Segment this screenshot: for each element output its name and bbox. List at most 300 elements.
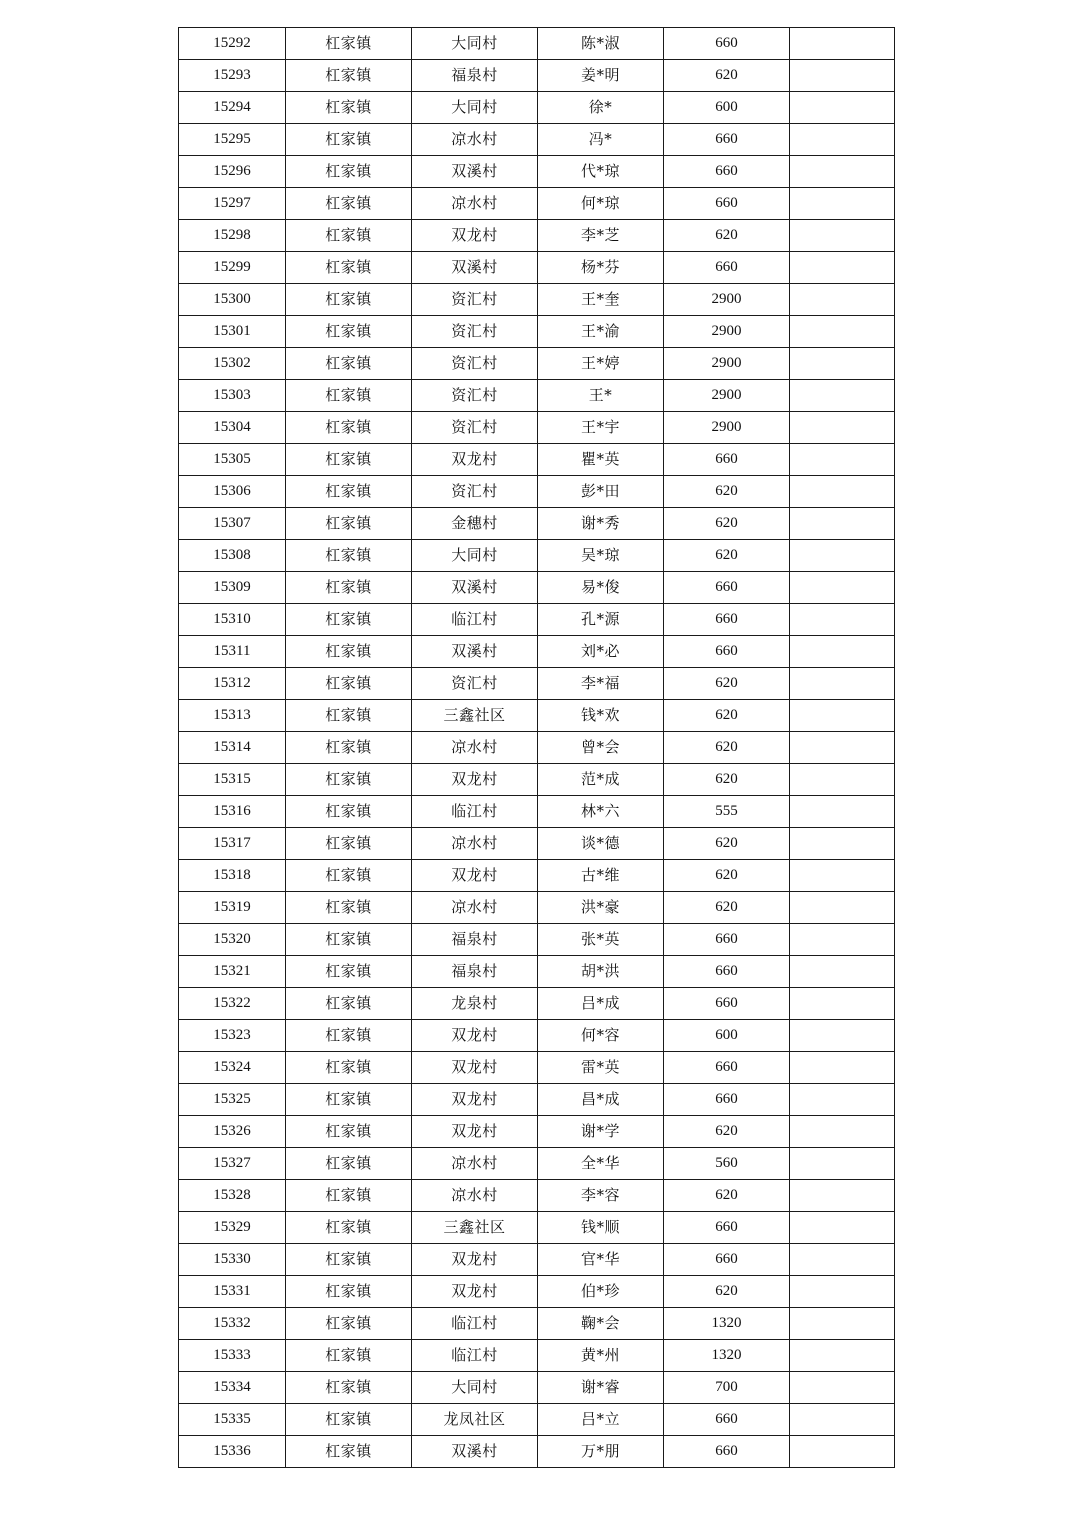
cell-village: 资汇村: [412, 316, 538, 348]
cell-amount: 620: [664, 476, 790, 508]
cell-serial-number: 15313: [179, 700, 286, 732]
cell-amount: 555: [664, 796, 790, 828]
cell-amount: 660: [664, 956, 790, 988]
roster-table-body: [179, 28, 895, 1468]
cell-serial-number: 15295: [179, 124, 286, 156]
cell-village: 福泉村: [412, 956, 538, 988]
cell-serial-number: 15319: [179, 892, 286, 924]
cell-remark: [790, 604, 895, 636]
cell-serial-number: 15327: [179, 1148, 286, 1180]
cell-amount: 620: [664, 764, 790, 796]
table-row: [179, 636, 895, 668]
cell-town: 杠家镇: [286, 444, 412, 476]
table-row: [179, 988, 895, 1020]
cell-town: 杠家镇: [286, 1244, 412, 1276]
cell-serial-number: 15333: [179, 1340, 286, 1372]
cell-amount: 660: [664, 924, 790, 956]
cell-person-name: 张*英: [538, 924, 664, 956]
cell-person-name: 万*朋: [538, 1436, 664, 1468]
cell-amount: 600: [664, 1020, 790, 1052]
cell-person-name: 刘*必: [538, 636, 664, 668]
cell-remark: [790, 1052, 895, 1084]
cell-village: 双龙村: [412, 1116, 538, 1148]
cell-person-name: 吕*成: [538, 988, 664, 1020]
cell-town: 杠家镇: [286, 764, 412, 796]
table-row: [179, 28, 895, 60]
cell-town: 杠家镇: [286, 316, 412, 348]
cell-amount: 620: [664, 540, 790, 572]
cell-amount: 660: [664, 124, 790, 156]
cell-person-name: 吕*立: [538, 1404, 664, 1436]
cell-remark: [790, 188, 895, 220]
table-row: [179, 572, 895, 604]
cell-amount: 660: [664, 988, 790, 1020]
cell-village: 凉水村: [412, 1180, 538, 1212]
cell-remark: [790, 252, 895, 284]
cell-town: 杠家镇: [286, 508, 412, 540]
cell-serial-number: 15297: [179, 188, 286, 220]
table-row: [179, 1116, 895, 1148]
cell-serial-number: 15296: [179, 156, 286, 188]
cell-amount: 660: [664, 1404, 790, 1436]
cell-amount: 660: [664, 1084, 790, 1116]
cell-person-name: 雷*英: [538, 1052, 664, 1084]
cell-remark: [790, 892, 895, 924]
cell-remark: [790, 764, 895, 796]
cell-serial-number: 15322: [179, 988, 286, 1020]
table-row: [179, 828, 895, 860]
cell-town: 杠家镇: [286, 1436, 412, 1468]
cell-remark: [790, 1244, 895, 1276]
cell-town: 杠家镇: [286, 1340, 412, 1372]
table-row: [179, 1244, 895, 1276]
cell-town: 杠家镇: [286, 1212, 412, 1244]
cell-remark: [790, 1308, 895, 1340]
cell-person-name: 昌*成: [538, 1084, 664, 1116]
cell-village: 金穗村: [412, 508, 538, 540]
cell-person-name: 何*琼: [538, 188, 664, 220]
cell-village: 双龙村: [412, 1084, 538, 1116]
cell-remark: [790, 572, 895, 604]
cell-serial-number: 15328: [179, 1180, 286, 1212]
table-row: [179, 1276, 895, 1308]
table-row: [179, 540, 895, 572]
table-row: [179, 668, 895, 700]
table-row: [179, 1052, 895, 1084]
cell-village: 双龙村: [412, 764, 538, 796]
cell-town: 杠家镇: [286, 924, 412, 956]
cell-remark: [790, 124, 895, 156]
cell-village: 三鑫社区: [412, 1212, 538, 1244]
cell-village: 资汇村: [412, 348, 538, 380]
cell-serial-number: 15335: [179, 1404, 286, 1436]
cell-serial-number: 15298: [179, 220, 286, 252]
table-row: [179, 348, 895, 380]
cell-person-name: 瞿*英: [538, 444, 664, 476]
cell-town: 杠家镇: [286, 572, 412, 604]
cell-village: 资汇村: [412, 668, 538, 700]
cell-serial-number: 15310: [179, 604, 286, 636]
cell-amount: 660: [664, 444, 790, 476]
cell-amount: 620: [664, 668, 790, 700]
cell-serial-number: 15294: [179, 92, 286, 124]
cell-village: 三鑫社区: [412, 700, 538, 732]
cell-town: 杠家镇: [286, 796, 412, 828]
cell-remark: [790, 988, 895, 1020]
cell-remark: [790, 348, 895, 380]
cell-village: 凉水村: [412, 892, 538, 924]
cell-amount: 620: [664, 1180, 790, 1212]
cell-town: 杠家镇: [286, 892, 412, 924]
cell-town: 杠家镇: [286, 1372, 412, 1404]
document-page: [178, 27, 894, 1468]
cell-town: 杠家镇: [286, 1084, 412, 1116]
table-row: [179, 1308, 895, 1340]
table-row: [179, 1372, 895, 1404]
cell-amount: 660: [664, 1244, 790, 1276]
cell-serial-number: 15301: [179, 316, 286, 348]
cell-village: 临江村: [412, 604, 538, 636]
cell-town: 杠家镇: [286, 732, 412, 764]
cell-town: 杠家镇: [286, 28, 412, 60]
cell-remark: [790, 668, 895, 700]
cell-village: 凉水村: [412, 188, 538, 220]
cell-serial-number: 15318: [179, 860, 286, 892]
cell-person-name: 钱*顺: [538, 1212, 664, 1244]
cell-town: 杠家镇: [286, 188, 412, 220]
table-row: [179, 156, 895, 188]
cell-village: 双溪村: [412, 636, 538, 668]
cell-serial-number: 15334: [179, 1372, 286, 1404]
cell-town: 杠家镇: [286, 988, 412, 1020]
cell-amount: 620: [664, 1116, 790, 1148]
cell-serial-number: 15311: [179, 636, 286, 668]
cell-town: 杠家镇: [286, 1052, 412, 1084]
cell-serial-number: 15331: [179, 1276, 286, 1308]
cell-person-name: 孔*源: [538, 604, 664, 636]
cell-amount: 2900: [664, 380, 790, 412]
cell-person-name: 易*俊: [538, 572, 664, 604]
cell-person-name: 王*奎: [538, 284, 664, 316]
cell-amount: 620: [664, 508, 790, 540]
cell-village: 双龙村: [412, 1276, 538, 1308]
cell-amount: 1320: [664, 1340, 790, 1372]
cell-person-name: 林*六: [538, 796, 664, 828]
cell-remark: [790, 1340, 895, 1372]
cell-person-name: 杨*芬: [538, 252, 664, 284]
cell-person-name: 王*宇: [538, 412, 664, 444]
cell-serial-number: 15299: [179, 252, 286, 284]
cell-village: 凉水村: [412, 828, 538, 860]
cell-village: 双龙村: [412, 1244, 538, 1276]
cell-town: 杠家镇: [286, 1276, 412, 1308]
table-row: [179, 892, 895, 924]
cell-person-name: 范*成: [538, 764, 664, 796]
cell-remark: [790, 220, 895, 252]
cell-town: 杠家镇: [286, 956, 412, 988]
cell-amount: 600: [664, 92, 790, 124]
table-row: [179, 60, 895, 92]
cell-amount: 2900: [664, 412, 790, 444]
cell-town: 杠家镇: [286, 1308, 412, 1340]
cell-person-name: 钱*欢: [538, 700, 664, 732]
cell-amount: 660: [664, 636, 790, 668]
table-row: [179, 860, 895, 892]
cell-remark: [790, 28, 895, 60]
cell-amount: 2900: [664, 316, 790, 348]
cell-serial-number: 15321: [179, 956, 286, 988]
cell-town: 杠家镇: [286, 124, 412, 156]
cell-remark: [790, 1148, 895, 1180]
cell-remark: [790, 860, 895, 892]
cell-town: 杠家镇: [286, 60, 412, 92]
cell-person-name: 谢*睿: [538, 1372, 664, 1404]
cell-person-name: 李*芝: [538, 220, 664, 252]
cell-village: 福泉村: [412, 60, 538, 92]
table-row: [179, 604, 895, 636]
cell-person-name: 谢*学: [538, 1116, 664, 1148]
cell-amount: 660: [664, 28, 790, 60]
cell-town: 杠家镇: [286, 540, 412, 572]
cell-amount: 620: [664, 892, 790, 924]
cell-serial-number: 15325: [179, 1084, 286, 1116]
table-row: [179, 1436, 895, 1468]
cell-serial-number: 15329: [179, 1212, 286, 1244]
cell-serial-number: 15303: [179, 380, 286, 412]
cell-amount: 1320: [664, 1308, 790, 1340]
table-row: [179, 1020, 895, 1052]
cell-amount: 660: [664, 252, 790, 284]
cell-remark: [790, 700, 895, 732]
cell-person-name: 何*容: [538, 1020, 664, 1052]
cell-town: 杠家镇: [286, 828, 412, 860]
cell-town: 杠家镇: [286, 1020, 412, 1052]
cell-remark: [790, 1116, 895, 1148]
cell-person-name: 古*维: [538, 860, 664, 892]
cell-person-name: 胡*洪: [538, 956, 664, 988]
cell-serial-number: 15305: [179, 444, 286, 476]
cell-person-name: 伯*珍: [538, 1276, 664, 1308]
table-row: [179, 1404, 895, 1436]
cell-serial-number: 15309: [179, 572, 286, 604]
cell-town: 杠家镇: [286, 348, 412, 380]
cell-person-name: 全*华: [538, 1148, 664, 1180]
cell-person-name: 姜*明: [538, 60, 664, 92]
cell-remark: [790, 828, 895, 860]
cell-town: 杠家镇: [286, 1148, 412, 1180]
cell-village: 龙泉村: [412, 988, 538, 1020]
cell-village: 凉水村: [412, 732, 538, 764]
cell-village: 资汇村: [412, 412, 538, 444]
cell-town: 杠家镇: [286, 700, 412, 732]
table-row: [179, 956, 895, 988]
table-row: [179, 476, 895, 508]
table-row: [179, 1340, 895, 1372]
cell-town: 杠家镇: [286, 860, 412, 892]
table-row: [179, 1180, 895, 1212]
cell-remark: [790, 60, 895, 92]
cell-town: 杠家镇: [286, 604, 412, 636]
cell-village: 大同村: [412, 92, 538, 124]
cell-village: 双龙村: [412, 220, 538, 252]
cell-town: 杠家镇: [286, 380, 412, 412]
cell-person-name: 李*福: [538, 668, 664, 700]
cell-person-name: 冯*: [538, 124, 664, 156]
cell-serial-number: 15304: [179, 412, 286, 444]
cell-amount: 700: [664, 1372, 790, 1404]
table-row: [179, 444, 895, 476]
cell-village: 大同村: [412, 28, 538, 60]
cell-remark: [790, 412, 895, 444]
cell-serial-number: 15293: [179, 60, 286, 92]
cell-town: 杠家镇: [286, 412, 412, 444]
cell-serial-number: 15330: [179, 1244, 286, 1276]
cell-amount: 660: [664, 1052, 790, 1084]
cell-serial-number: 15316: [179, 796, 286, 828]
cell-town: 杠家镇: [286, 1180, 412, 1212]
table-row: [179, 924, 895, 956]
cell-town: 杠家镇: [286, 92, 412, 124]
cell-remark: [790, 444, 895, 476]
cell-person-name: 洪*豪: [538, 892, 664, 924]
cell-village: 龙凤社区: [412, 1404, 538, 1436]
cell-serial-number: 15315: [179, 764, 286, 796]
cell-person-name: 王*渝: [538, 316, 664, 348]
cell-town: 杠家镇: [286, 476, 412, 508]
cell-town: 杠家镇: [286, 156, 412, 188]
cell-serial-number: 15324: [179, 1052, 286, 1084]
table-row: [179, 1212, 895, 1244]
cell-serial-number: 15292: [179, 28, 286, 60]
cell-remark: [790, 1372, 895, 1404]
cell-serial-number: 15302: [179, 348, 286, 380]
cell-village: 双溪村: [412, 572, 538, 604]
cell-serial-number: 15332: [179, 1308, 286, 1340]
cell-remark: [790, 956, 895, 988]
cell-village: 临江村: [412, 796, 538, 828]
cell-village: 临江村: [412, 1340, 538, 1372]
cell-person-name: 李*容: [538, 1180, 664, 1212]
cell-amount: 2900: [664, 284, 790, 316]
cell-serial-number: 15323: [179, 1020, 286, 1052]
table-row: [179, 1148, 895, 1180]
cell-amount: 660: [664, 156, 790, 188]
table-row: [179, 508, 895, 540]
cell-village: 双龙村: [412, 444, 538, 476]
cell-serial-number: 15300: [179, 284, 286, 316]
cell-town: 杠家镇: [286, 1116, 412, 1148]
table-row: [179, 700, 895, 732]
cell-remark: [790, 476, 895, 508]
table-row: [179, 220, 895, 252]
cell-amount: 620: [664, 732, 790, 764]
cell-serial-number: 15314: [179, 732, 286, 764]
cell-village: 资汇村: [412, 476, 538, 508]
cell-remark: [790, 1436, 895, 1468]
cell-serial-number: 15307: [179, 508, 286, 540]
cell-person-name: 官*华: [538, 1244, 664, 1276]
cell-amount: 620: [664, 60, 790, 92]
cell-person-name: 陈*淑: [538, 28, 664, 60]
table-row: [179, 796, 895, 828]
cell-serial-number: 15320: [179, 924, 286, 956]
cell-serial-number: 15317: [179, 828, 286, 860]
cell-village: 大同村: [412, 1372, 538, 1404]
cell-remark: [790, 924, 895, 956]
table-row: [179, 284, 895, 316]
table-row: [179, 380, 895, 412]
cell-person-name: 代*琼: [538, 156, 664, 188]
cell-remark: [790, 796, 895, 828]
cell-serial-number: 15312: [179, 668, 286, 700]
table-row: [179, 124, 895, 156]
cell-serial-number: 15308: [179, 540, 286, 572]
cell-remark: [790, 732, 895, 764]
cell-person-name: 曾*会: [538, 732, 664, 764]
cell-serial-number: 15336: [179, 1436, 286, 1468]
cell-village: 资汇村: [412, 380, 538, 412]
cell-person-name: 王*: [538, 380, 664, 412]
cell-town: 杠家镇: [286, 1404, 412, 1436]
cell-town: 杠家镇: [286, 220, 412, 252]
table-row: [179, 412, 895, 444]
cell-amount: 660: [664, 1436, 790, 1468]
cell-remark: [790, 1404, 895, 1436]
cell-village: 双溪村: [412, 1436, 538, 1468]
cell-person-name: 黄*州: [538, 1340, 664, 1372]
cell-town: 杠家镇: [286, 636, 412, 668]
cell-amount: 660: [664, 1212, 790, 1244]
cell-remark: [790, 1276, 895, 1308]
cell-village: 凉水村: [412, 1148, 538, 1180]
table-row: [179, 92, 895, 124]
cell-village: 双龙村: [412, 860, 538, 892]
cell-person-name: 王*婷: [538, 348, 664, 380]
cell-village: 双溪村: [412, 252, 538, 284]
cell-person-name: 鞠*会: [538, 1308, 664, 1340]
cell-remark: [790, 92, 895, 124]
table-row: [179, 1084, 895, 1116]
cell-town: 杠家镇: [286, 668, 412, 700]
cell-serial-number: 15326: [179, 1116, 286, 1148]
cell-remark: [790, 380, 895, 412]
cell-remark: [790, 1180, 895, 1212]
cell-person-name: 谢*秀: [538, 508, 664, 540]
cell-amount: 620: [664, 700, 790, 732]
cell-remark: [790, 284, 895, 316]
table-row: [179, 732, 895, 764]
table-row: [179, 316, 895, 348]
cell-remark: [790, 636, 895, 668]
cell-amount: 560: [664, 1148, 790, 1180]
cell-person-name: 吴*琼: [538, 540, 664, 572]
cell-village: 资汇村: [412, 284, 538, 316]
cell-remark: [790, 540, 895, 572]
cell-town: 杠家镇: [286, 284, 412, 316]
cell-amount: 2900: [664, 348, 790, 380]
cell-amount: 620: [664, 828, 790, 860]
cell-remark: [790, 316, 895, 348]
cell-person-name: 谈*德: [538, 828, 664, 860]
table-row: [179, 188, 895, 220]
cell-serial-number: 15306: [179, 476, 286, 508]
cell-amount: 620: [664, 860, 790, 892]
cell-remark: [790, 508, 895, 540]
cell-remark: [790, 1212, 895, 1244]
roster-table: [178, 27, 895, 1468]
cell-village: 大同村: [412, 540, 538, 572]
table-row: [179, 764, 895, 796]
